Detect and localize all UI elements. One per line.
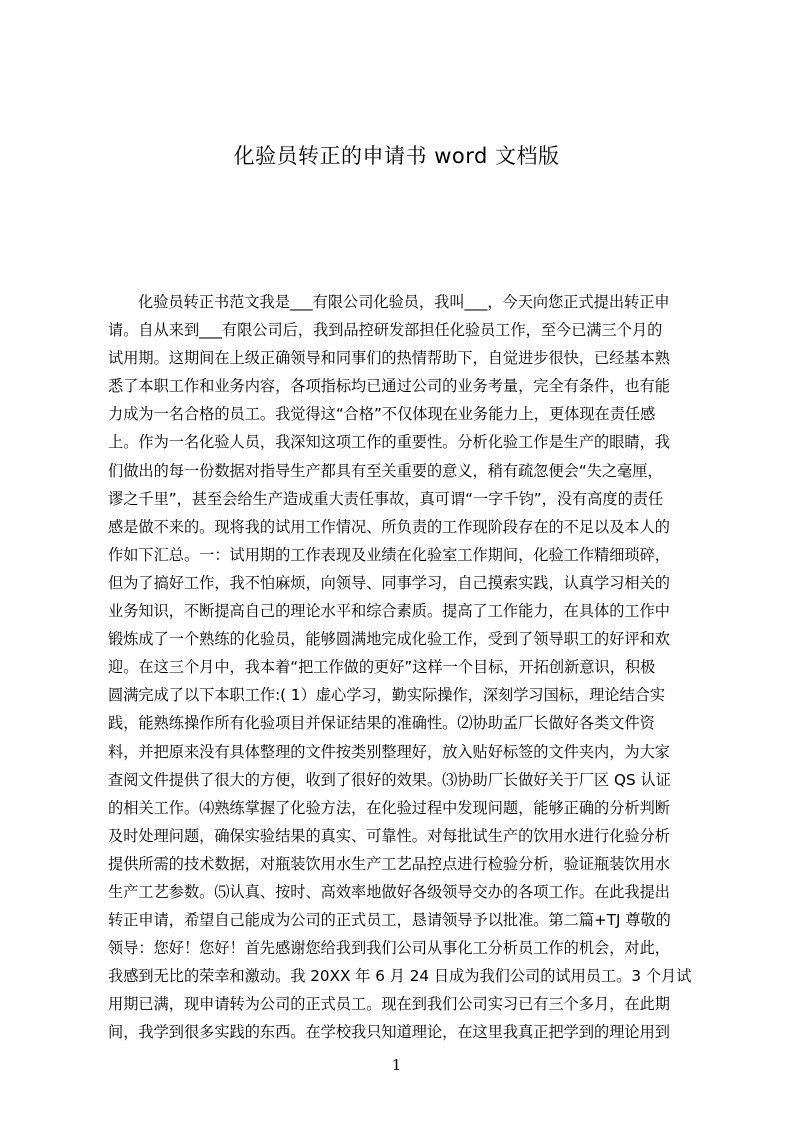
body-line: 锻炼成了一个熟练的化验员，能够圆满地完成化验工作，受到了领导职工的好评和欢 <box>108 630 670 649</box>
body-line: 领导：您好！您好！首先感谢您给我到我们公司从事化工分析员工作的机会，对此， <box>108 939 670 958</box>
body-line: 转正申请，希望自己能成为公司的正式员工，恳请领导予以批准。第二篇+TJ 尊敬的 <box>108 911 671 930</box>
body-line: 业务知识，不断提高自己的理论水平和综合素质。提高了工作能力，在具体的工作中 <box>108 602 670 621</box>
body-line: 及时处理问题，确保实验结果的真实、可靠性。对每批试生产的饮用水进行化验分析 <box>108 826 670 845</box>
body-line: 践，能熟练操作所有化验项目并保证结果的准确性。⑵协助孟厂长做好各类文件资 <box>108 714 655 733</box>
body-line: 化验员转正书范文我是___有限公司化验员，我叫___，今天向您正式提出转正申 <box>138 293 670 311</box>
body-line: 悉了本职工作和业务内容，各项指标均已通过公司的业务考量，完全有条件，也有能 <box>108 377 670 396</box>
body-line: 间，我学到很多实践的东西。在学校我只知道理论，在这里我真正把学到的理论用到 <box>108 1023 670 1042</box>
body-line: 试用期。这期间在上级正确领导和同事们的热情帮助下，自觉进步很快，已经基本熟 <box>108 349 670 368</box>
body-line: 们做出的每一份数据对指导生产都具有至关重要的意义，稍有疏忽便会“失之毫厘， <box>108 461 663 480</box>
body-line: 用期已满，现申请转为公司的正式员工。现在到我们公司实习已有三个多月，在此期 <box>108 995 670 1014</box>
body-line: 料，并把原来没有具体整理的文件按类别整理好，放入贴好标签的文件夹内，为大家 <box>108 742 670 761</box>
document-title: 化验员转正的申请书 word 文档版 <box>233 144 560 168</box>
body-line: 生产工艺参数。⑸认真、按时、高效率地做好各级领导交办的各项工作。在此我提出 <box>108 882 670 901</box>
body-line: 查阅文件提供了很大的方便，收到了很好的效果。⑶协助厂长做好关于厂区 QS 认证 <box>108 770 671 789</box>
body-line: 圆满完成了以下本职工作:( 1）虚心学习，勤实际操作，深刻学习国标，理论结合实 <box>108 686 666 705</box>
body-line: 作如下汇总。一：试用期的工作表现及业绩在化验室工作期间，化验工作精细琐碎， <box>108 545 670 564</box>
body-line: 请。自从来到___有限公司后，我到品控研发部担任化验员工作，至今已满三个月的 <box>108 321 663 340</box>
body-line: 上。作为一名化验人员，我深知这项工作的重要性。分析化验工作是生产的眼睛，我 <box>108 433 670 452</box>
body-line: 我感到无比的荣幸和激动。我 20XX 年 6 月 24 日成为我们公司的试用员工。3 个月试 <box>108 967 692 986</box>
document-body <box>108 288 698 1054</box>
body-line: 谬之千里”，甚至会给生产造成重大责任事故，真可谓“一字千钧”，没有高度的责任 <box>108 489 664 508</box>
body-line: 提供所需的技术数据，对瓶装饮用水生产工艺品控点进行检验分析，验证瓶装饮用水 <box>108 854 670 873</box>
body-line: 但为了搞好工作，我不怕麻烦，向领导、同事学习，自己摸索实践，认真学习相关的 <box>108 573 670 592</box>
body-line: 迎。在这三个月中，我本着“把工作做的更好”这样一个目标，开拓创新意识，积极 <box>108 658 656 677</box>
body-line: 的相关工作。⑷熟练掌握了化验方法，在化验过程中发现问题，能够正确的分析判断 <box>108 798 670 817</box>
body-line: 力成为一名合格的员工。我觉得这“合格”不仅体现在业务能力上，更体现在责任感 <box>108 405 656 424</box>
body-line: 感是做不来的。现将我的试用工作情况、所负责的工作现阶段存在的不足以及本人的 <box>108 517 670 536</box>
page-number: 1 <box>391 1056 402 1074</box>
